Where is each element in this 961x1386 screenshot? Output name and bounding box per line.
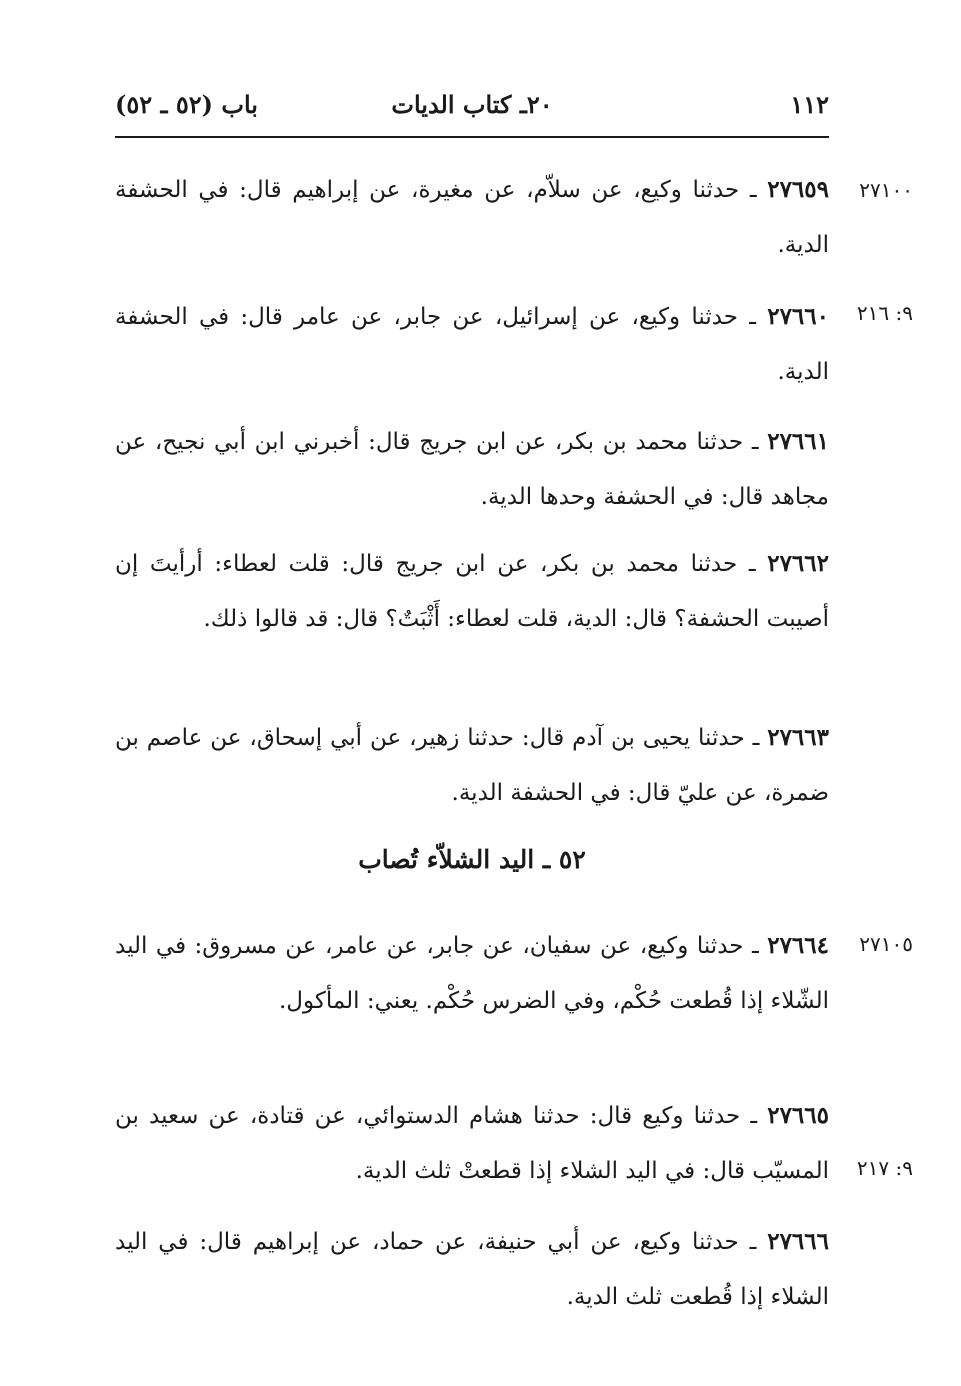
hadith-text: ـ حدثنا محمد بن بكر، عن ابن جريج قال: أخبرني ابن أبي نجيح، عن مجاهد قال: في الحشفة وحدها الدية. <box>115 429 829 510</box>
hadith-entry <box>115 289 829 400</box>
hadith-entry <box>115 162 829 273</box>
hadith-number: ٢٧٦٦٤ <box>767 932 829 959</box>
header-rule <box>115 136 829 138</box>
chapter-label: باب (٥٢ ـ ٥٢) <box>115 90 258 119</box>
hadith-number: ٢٧٦٦٥ <box>767 1102 829 1129</box>
hadith-entry <box>115 1088 829 1199</box>
hadith-text: ـ حدثنا وكيع، عن سفيان، عن جابر، عن عامر، عن مسروق: في اليد الشّلاء إذا قُطعت حُكْم، وفي الضرس حُكْم. يعني: المأكول. <box>115 933 829 1014</box>
margin-note: ٩: ٢١٧ <box>856 1156 913 1180</box>
section-title: ٥٢ ـ اليد الشلاّء تُصاب <box>358 845 586 874</box>
page-number: ١١٢ <box>790 90 829 119</box>
margin-note: ٢٧١٠٠ <box>859 178 913 202</box>
hadith-text: ـ حدثنا وكيع، عن إسرائيل، عن جابر، عن عامر قال: في الحشفة الدية. <box>115 304 829 385</box>
hadith-number: ٢٧٦٦٦ <box>767 1228 829 1255</box>
hadith-text: ـ حدثنا وكيع قال: حدثنا هشام الدستوائي، عن قتادة، عن سعيد بن المسيّب قال: في اليد الشلاء إذا قطعتْ ثلث الدية. <box>115 1103 829 1184</box>
hadith-entry <box>115 536 829 647</box>
hadith-entry <box>115 710 829 821</box>
book-title: ٢٠ـ كتاب الديات <box>391 90 553 119</box>
hadith-number: ٢٧٦٦١ <box>767 428 829 455</box>
hadith-number: ٢٧٦٦٠ <box>767 303 829 330</box>
page-header <box>115 90 829 130</box>
hadith-text: ـ حدثنا يحيى بن آدم قال: حدثنا زهير، عن أبي إسحاق، عن عاصم بن ضمرة، عن عليّ قال: في الحشفة الدية. <box>115 725 829 806</box>
hadith-text: ـ حدثنا وكيع، عن سلاّم، عن مغيرة، عن إبراهيم قال: في الحشفة الدية. <box>115 177 829 258</box>
hadith-number: ٢٧٦٦٢ <box>767 550 829 577</box>
hadith-text: ـ حدثنا وكيع، عن أبي حنيفة، عن حماد، عن إبراهيم قال: في اليد الشلاء إذا قُطعت ثلث الدية. <box>115 1229 829 1310</box>
hadith-text: ـ حدثنا محمد بن بكر، عن ابن جريج قال: قلت لعطاء: أرأيتَ إن أصيبت الحشفة؟ قال: الدية، قلت لعطاء: أَثْبَتٌ؟ قال: قد قالوا ذلك. <box>115 551 829 632</box>
hadith-number: ٢٧٦٦٣ <box>767 724 829 751</box>
margin-note: ٢٧١٠٥ <box>859 932 913 956</box>
margin-note: ٩: ٢١٦ <box>856 301 913 325</box>
hadith-entry <box>115 918 829 1029</box>
hadith-number: ٢٧٦٥٩ <box>767 176 829 203</box>
hadith-entry <box>115 414 829 525</box>
hadith-entry <box>115 1214 829 1325</box>
